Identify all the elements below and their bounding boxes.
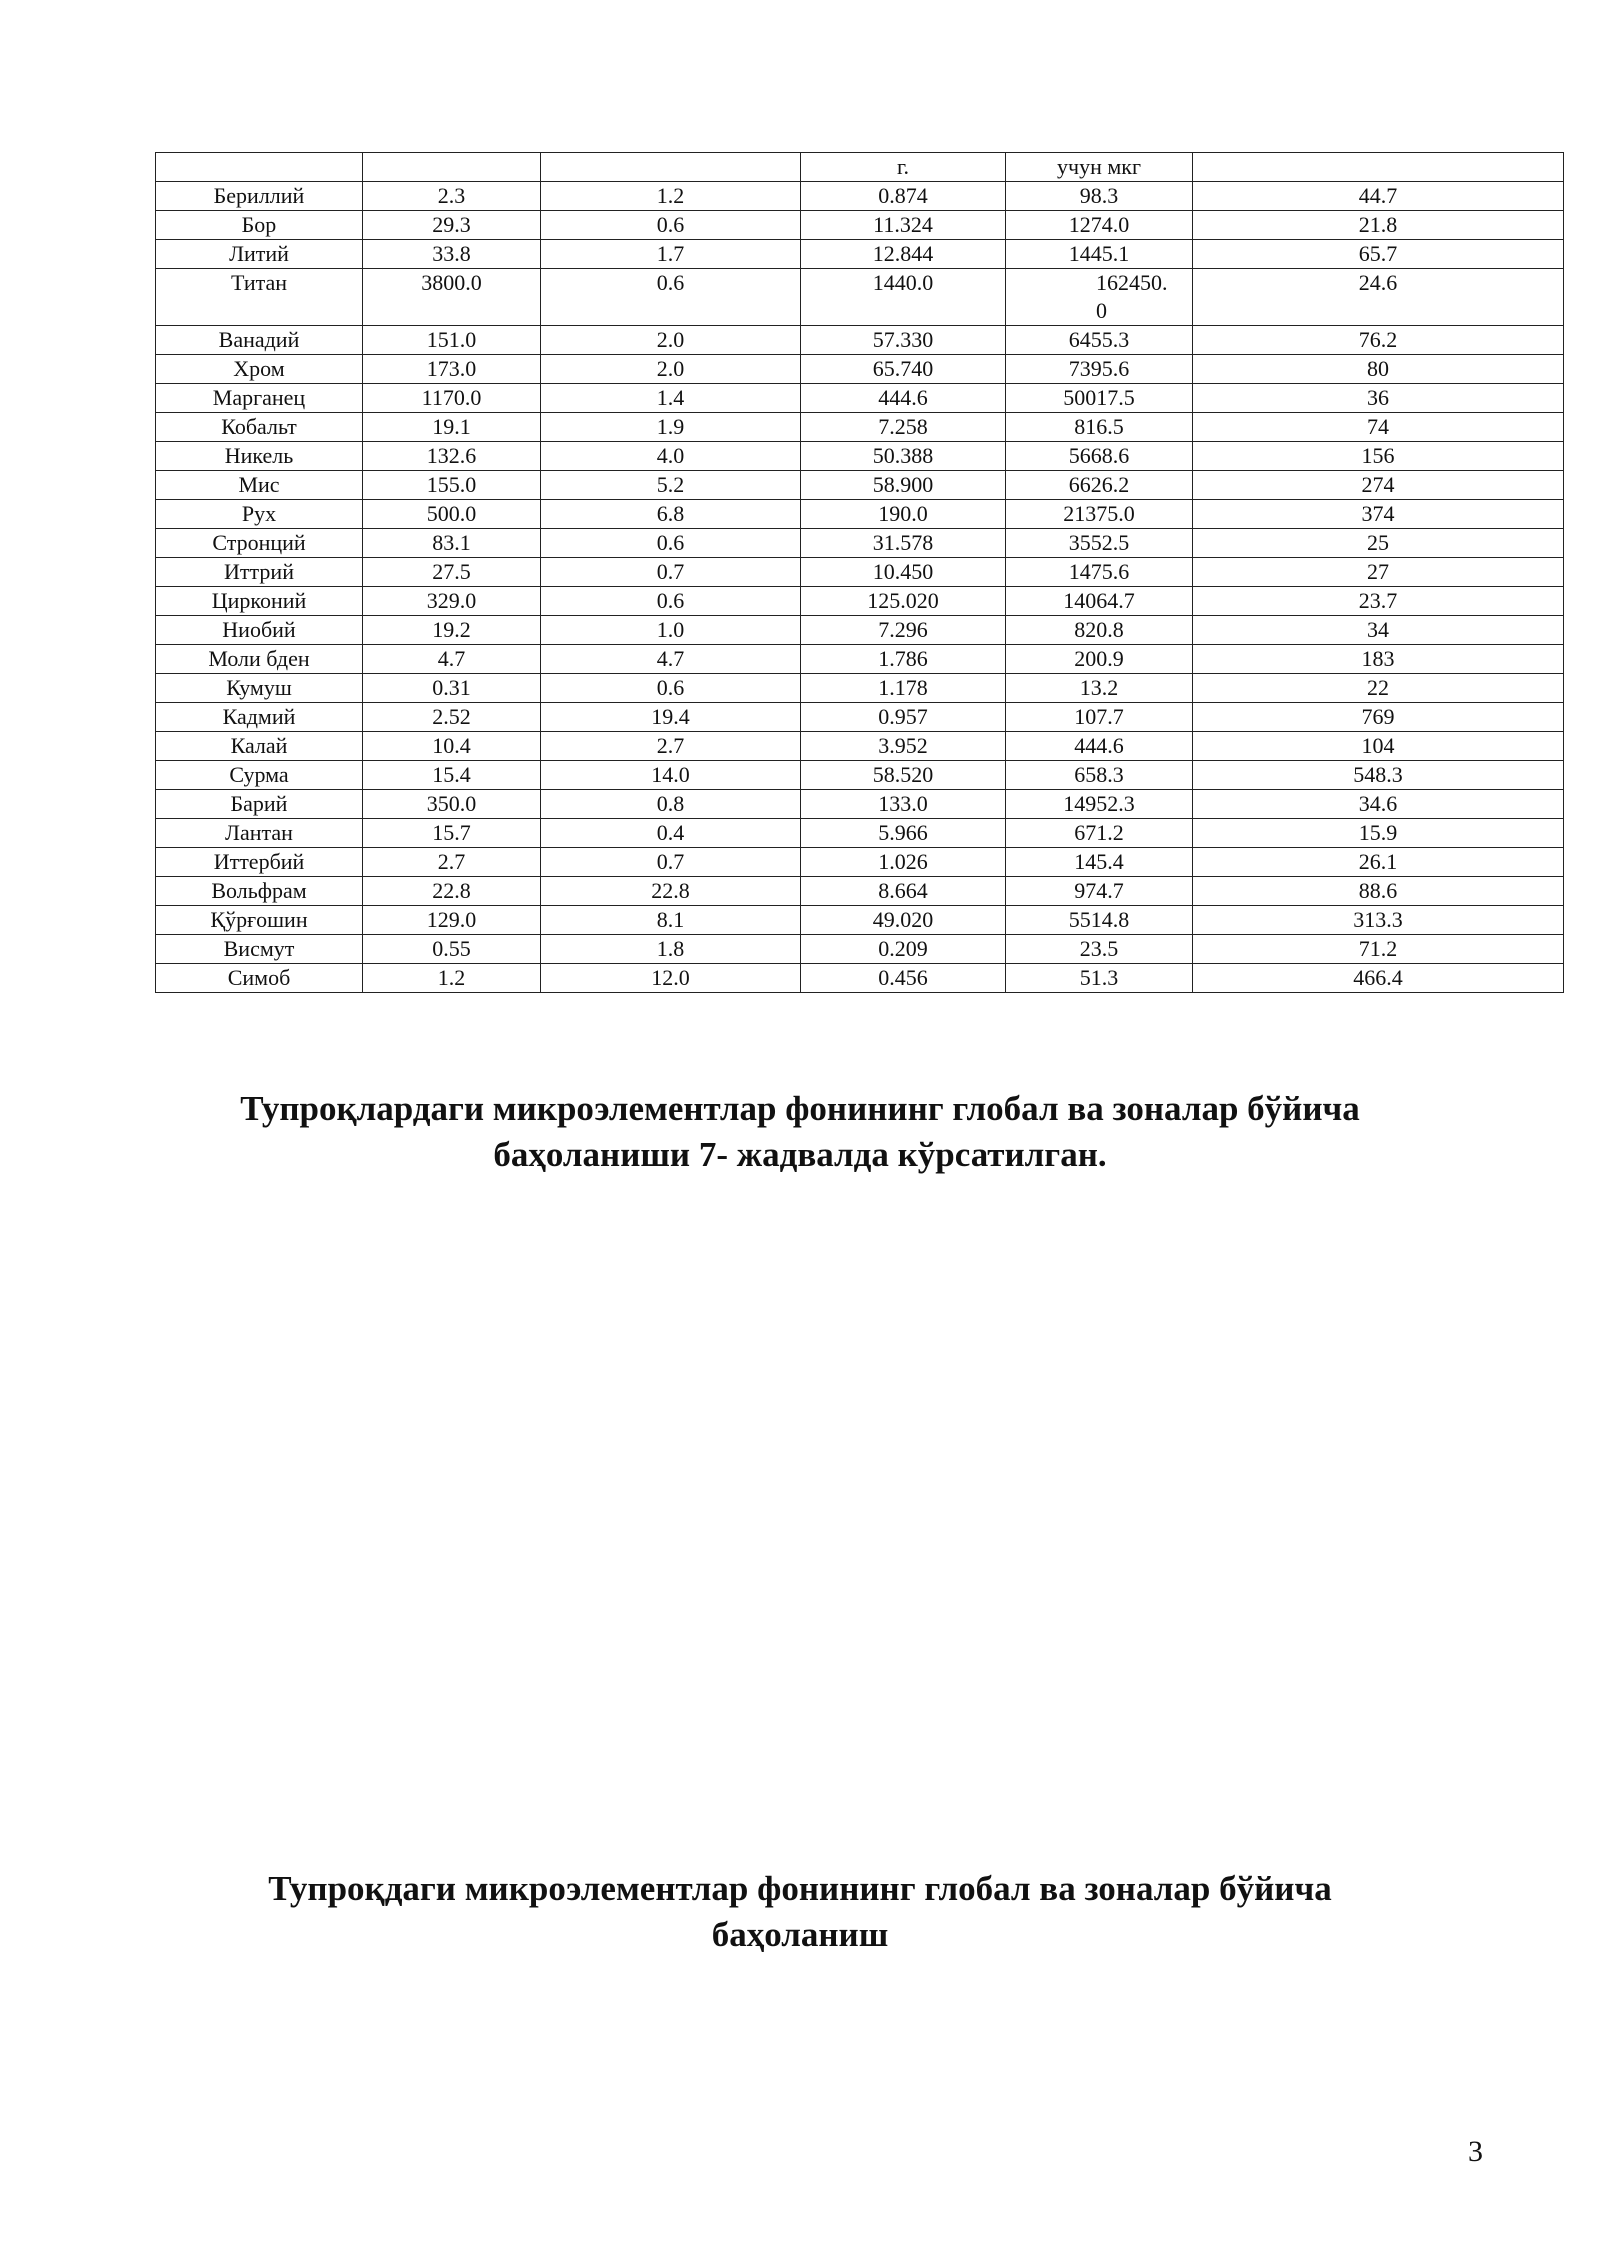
table-cell: 1440.0 [801,269,1006,326]
table-cell: 0.6 [541,674,801,703]
table-cell: 0.4 [541,819,801,848]
figure-heading [0,1866,1600,1958]
element-name-cell: Мис [156,471,363,500]
table-cell: 83.1 [363,529,541,558]
table-cell: 49.020 [801,906,1006,935]
table-cell: 151.0 [363,326,541,355]
table-cell: 1274.0 [1006,211,1193,240]
table-cell: 23.5 [1006,935,1193,964]
table-cell: 25 [1193,529,1564,558]
table-cell: 0.7 [541,848,801,877]
table-cell: 6626.2 [1006,471,1193,500]
table-cell: 74 [1193,413,1564,442]
table-cell [1006,269,1193,326]
table-cell: 8.1 [541,906,801,935]
table-row [156,529,1564,558]
table-cell: 0.6 [541,211,801,240]
element-name-cell: Кобальт [156,413,363,442]
table-cell: 65.7 [1193,240,1564,269]
element-name-cell: Титан [156,269,363,326]
table-cell: 0.8 [541,790,801,819]
table-cell: 350.0 [363,790,541,819]
table-cell: 1.786 [801,645,1006,674]
table-cell: 2.3 [363,182,541,211]
table-cell: 21.8 [1193,211,1564,240]
table-cell: 44.7 [1193,182,1564,211]
table-cell: 27.5 [363,558,541,587]
table-cell: 173.0 [363,355,541,384]
element-name-cell: Хром [156,355,363,384]
table-body [156,153,1564,993]
table-cell: 0.209 [801,935,1006,964]
table-header-row [156,153,1564,182]
table-cell: 65.740 [801,355,1006,384]
table-row [156,790,1564,819]
table-row [156,587,1564,616]
table-cell: 0.874 [801,182,1006,211]
element-name-cell: Бериллий [156,182,363,211]
table-cell: 10.4 [363,732,541,761]
table-row [156,558,1564,587]
element-name-cell: Кадмий [156,703,363,732]
table-cell: 22.8 [363,877,541,906]
table-cell: 5668.6 [1006,442,1193,471]
table-cell: 274 [1193,471,1564,500]
table-cell: 769 [1193,703,1564,732]
table-cell: 548.3 [1193,761,1564,790]
table-cell: 21375.0 [1006,500,1193,529]
table-cell: 671.2 [1006,819,1193,848]
table-cell: 36 [1193,384,1564,413]
table-row [156,384,1564,413]
table-cell: 34.6 [1193,790,1564,819]
table-row [156,703,1564,732]
figure-heading-line-2: баҳоланиш [711,1915,889,1954]
table-cell: 6455.3 [1006,326,1193,355]
table-cell: 13.2 [1006,674,1193,703]
element-name-cell: Қўрғошин [156,906,363,935]
table-cell: 5514.8 [1006,906,1193,935]
table-cell: 26.1 [1193,848,1564,877]
table-cell: 4.7 [363,645,541,674]
table-cell: 50017.5 [1006,384,1193,413]
table-cell: 4.7 [541,645,801,674]
table-cell: 6.8 [541,500,801,529]
table-row [156,442,1564,471]
table-row [156,413,1564,442]
table-cell: 374 [1193,500,1564,529]
table-cell: 0.31 [363,674,541,703]
table-cell: 2.0 [541,355,801,384]
element-name-cell: Калай [156,732,363,761]
table-cell: 190.0 [801,500,1006,529]
section-heading-line-2: баҳоланиши 7- жадвалда кўрсатилган. [493,1135,1107,1174]
header-cell: г. [801,153,1006,182]
table-cell: 7.296 [801,616,1006,645]
table-cell: 1.7 [541,240,801,269]
table-cell: 3.952 [801,732,1006,761]
table-cell: 33.8 [363,240,541,269]
table-cell: 129.0 [363,906,541,935]
table-cell: 3800.0 [363,269,541,326]
table-cell: 7395.6 [1006,355,1193,384]
header-cell [541,153,801,182]
table-cell: 50.388 [801,442,1006,471]
table-cell: 313.3 [1193,906,1564,935]
table-row [156,964,1564,993]
table-cell: 4.0 [541,442,801,471]
table-cell: 0.6 [541,529,801,558]
element-name-cell: Симоб [156,964,363,993]
table-cell: 12.0 [541,964,801,993]
table-cell: 14064.7 [1006,587,1193,616]
table-cell: 5.2 [541,471,801,500]
element-name-cell: Барий [156,790,363,819]
table-cell: 156 [1193,442,1564,471]
table-cell: 31.578 [801,529,1006,558]
table-cell: 155.0 [363,471,541,500]
table-cell: 3552.5 [1006,529,1193,558]
table-cell: 500.0 [363,500,541,529]
element-name-cell: Лантан [156,819,363,848]
table-cell: 133.0 [801,790,1006,819]
section-heading [0,1086,1600,1178]
table-cell: 24.6 [1193,269,1564,326]
header-cell [363,153,541,182]
table-cell: 0.6 [541,269,801,326]
table-row [156,645,1564,674]
table-row [156,761,1564,790]
table-cell: 58.900 [801,471,1006,500]
table-cell: 1.9 [541,413,801,442]
table-cell: 1.026 [801,848,1006,877]
table-cell: 22.8 [541,877,801,906]
table-cell: 2.52 [363,703,541,732]
table-cell: 71.2 [1193,935,1564,964]
table-cell: 183 [1193,645,1564,674]
wrapped-value: 162450.0 [1096,270,1168,323]
header-cell [1193,153,1564,182]
table-cell: 444.6 [801,384,1006,413]
table-cell: 125.020 [801,587,1006,616]
table-cell: 444.6 [1006,732,1193,761]
table-cell: 57.330 [801,326,1006,355]
table-row [156,211,1564,240]
element-name-cell: Бор [156,211,363,240]
table-cell: 658.3 [1006,761,1193,790]
table-cell: 15.7 [363,819,541,848]
element-name-cell: Литий [156,240,363,269]
figure-heading-line-1: Тупроқдаги микроэлементлар фонининг глобал ва зоналар бўйича [268,1869,1332,1908]
table-cell: 107.7 [1006,703,1193,732]
table-cell: 23.7 [1193,587,1564,616]
table-cell: 7.258 [801,413,1006,442]
page-number: 3 [1468,2135,1483,2168]
table-cell: 1475.6 [1006,558,1193,587]
table-cell: 1.0 [541,616,801,645]
table-row [156,819,1564,848]
table-cell: 1.178 [801,674,1006,703]
table-cell: 1.4 [541,384,801,413]
table-cell: 10.450 [801,558,1006,587]
table-row [156,732,1564,761]
table-cell: 88.6 [1193,877,1564,906]
table-cell: 104 [1193,732,1564,761]
table-row [156,935,1564,964]
element-name-cell: Висмут [156,935,363,964]
element-name-cell: Рух [156,500,363,529]
table-cell: 0.55 [363,935,541,964]
element-name-cell: Никель [156,442,363,471]
table-cell: 14952.3 [1006,790,1193,819]
element-name-cell: Цирконий [156,587,363,616]
table-cell: 22 [1193,674,1564,703]
table-cell: 816.5 [1006,413,1193,442]
table-cell: 1170.0 [363,384,541,413]
table-row [156,269,1564,326]
element-name-cell: Ванадий [156,326,363,355]
table-cell: 329.0 [363,587,541,616]
table-cell: 1.8 [541,935,801,964]
table-cell: 76.2 [1193,326,1564,355]
table-cell: 2.0 [541,326,801,355]
table-cell: 0.456 [801,964,1006,993]
section-heading-line-1: Тупроқлардаги микроэлементлар фонининг глобал ва зоналар бўйича [240,1089,1360,1128]
table-cell: 2.7 [541,732,801,761]
table-cell: 15.4 [363,761,541,790]
table-cell: 0.957 [801,703,1006,732]
table-cell: 19.4 [541,703,801,732]
table-cell: 132.6 [363,442,541,471]
table-row [156,848,1564,877]
table-row [156,616,1564,645]
table-row [156,471,1564,500]
table-cell: 19.2 [363,616,541,645]
table-cell: 974.7 [1006,877,1193,906]
table-cell: 12.844 [801,240,1006,269]
element-name-cell: Стронций [156,529,363,558]
table-row [156,355,1564,384]
table-cell: 80 [1193,355,1564,384]
table-cell: 8.664 [801,877,1006,906]
element-data-table [155,152,1564,993]
table-cell: 29.3 [363,211,541,240]
table-cell: 820.8 [1006,616,1193,645]
table-row [156,240,1564,269]
table-cell: 0.7 [541,558,801,587]
table-cell: 19.1 [363,413,541,442]
header-cell [156,153,363,182]
table-cell: 27 [1193,558,1564,587]
table-cell: 0.6 [541,587,801,616]
table-cell: 145.4 [1006,848,1193,877]
table-row [156,182,1564,211]
table-cell: 1445.1 [1006,240,1193,269]
table-row [156,326,1564,355]
table-row [156,906,1564,935]
table-cell: 51.3 [1006,964,1193,993]
table-cell: 34 [1193,616,1564,645]
table-cell: 466.4 [1193,964,1564,993]
table-cell: 11.324 [801,211,1006,240]
element-name-cell: Моли бден [156,645,363,674]
table-cell: 200.9 [1006,645,1193,674]
table-row [156,877,1564,906]
header-cell: учун мкг [1006,153,1193,182]
element-name-cell: Иттербий [156,848,363,877]
table-cell: 2.7 [363,848,541,877]
table-cell: 1.2 [541,182,801,211]
table-cell: 15.9 [1193,819,1564,848]
element-name-cell: Вольфрам [156,877,363,906]
table-row [156,500,1564,529]
element-name-cell: Марганец [156,384,363,413]
table-row [156,674,1564,703]
table-cell: 98.3 [1006,182,1193,211]
element-name-cell: Кумуш [156,674,363,703]
table-cell: 14.0 [541,761,801,790]
element-name-cell: Ниобий [156,616,363,645]
table-cell: 1.2 [363,964,541,993]
element-name-cell: Сурма [156,761,363,790]
table-cell: 58.520 [801,761,1006,790]
element-name-cell: Иттрий [156,558,363,587]
table-cell: 5.966 [801,819,1006,848]
